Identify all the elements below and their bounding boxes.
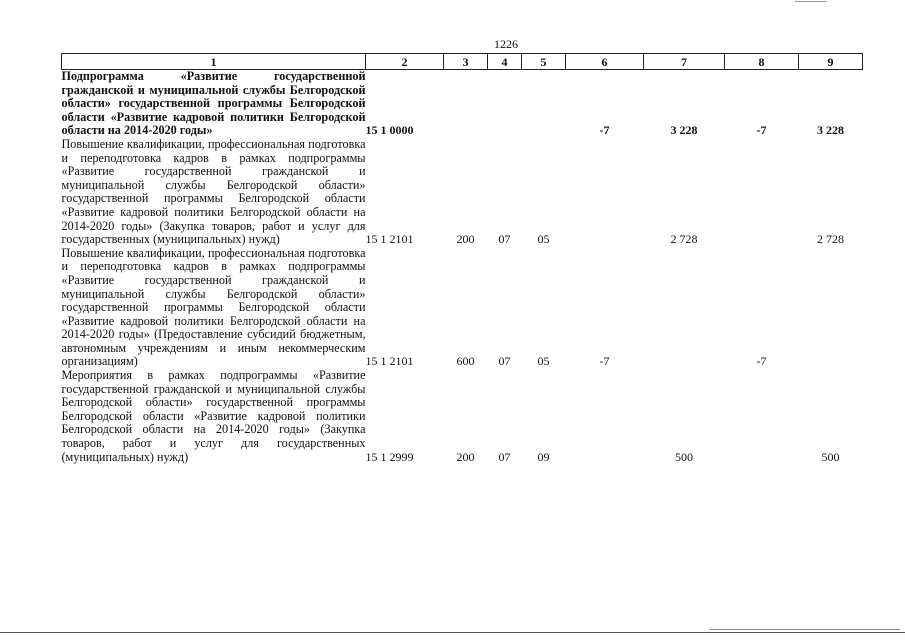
row-col-5: 05	[537, 232, 550, 247]
row-col-6: -7	[599, 123, 610, 138]
column-header-8: 8	[725, 54, 799, 70]
scan-mark-bottom	[710, 629, 900, 630]
row-col-4: 07	[498, 354, 511, 369]
scan-mark-top	[795, 1, 827, 2]
column-header-3: 3	[444, 54, 488, 70]
column-header-2: 2	[366, 54, 444, 70]
row-col-4: 07	[498, 232, 511, 247]
row-col-6	[566, 138, 644, 247]
row-name: Повышение квалификации, профессиональная подготовка и переподготовка кадров в рамках подпрограммы «Развитие государственной гражданской и муниципальной службы Белгородской области» государственной программы Белгородской области «Развитие кадровой политики Белгородской области на 2014-2020 годы» (Предоставление субсидий бюджетным, автономным учреждениям и иным некоммерческим организациям)	[61, 245, 366, 369]
row-col-3	[444, 70, 488, 138]
row-name: Мероприятия в рамках подпрограммы «Развитие государственной гражданской и муниципальной службы Белгородской области» государственной программы Белгородской области «Развитие кадровой политики Белгородской области на 2014-2020 годы» (Закупка товаров, работ и услуг для государственных (муниципальных) нужд)	[61, 368, 366, 464]
page-bottom-edge	[0, 632, 905, 633]
row-col-7	[644, 247, 725, 369]
budget-table	[61, 53, 863, 464]
row-col-6	[566, 369, 644, 464]
column-header-5: 5	[522, 54, 566, 70]
row-col-3: 200	[456, 232, 475, 247]
column-header-4: 4	[488, 54, 522, 70]
row-col-8	[725, 138, 799, 247]
row-col-7: 3 228	[670, 123, 698, 138]
row-col-7: 500	[675, 449, 693, 464]
row-col-5	[522, 70, 566, 138]
row-name: Подпрограмма «Развитие государственной гражданской и муниципальной службы Белгородской области» государственной программы Белгородской области «Развитие кадровой политики Белгородской области на 2014-2020 годы»	[61, 69, 366, 138]
column-header-6: 6	[566, 54, 644, 70]
row-col-9: 3 228	[817, 123, 844, 138]
row-code: 15 1 2101	[365, 232, 414, 247]
row-col-3: 600	[456, 354, 475, 369]
row-code: 15 1 2101	[365, 354, 414, 369]
row-col-9	[799, 247, 863, 369]
row-col-7: 2 728	[670, 232, 698, 247]
row-code: 15 1 2999	[365, 449, 414, 464]
page-number: 1226	[494, 37, 518, 51]
table-row	[62, 369, 863, 464]
row-name: Повышение квалификации, профессиональная подготовка и переподготовка кадров в рамках подпрограммы «Развитие государственной гражданской и муниципальной службы Белгородской области» государственной программы Белгородской области «Развитие кадровой политики Белгородской области на 2014-2020 годы» (Закупка товаров, работ и услуг для государственных (муниципальных) нужд)	[61, 136, 366, 247]
row-col-4: 07	[498, 449, 511, 464]
row-col-8: -7	[756, 123, 767, 138]
table-row	[62, 70, 863, 138]
table-header-row	[62, 54, 863, 70]
row-col-4	[488, 70, 522, 138]
row-col-5: 05	[537, 354, 550, 369]
row-col-5: 09	[537, 449, 550, 464]
row-col-3: 200	[456, 449, 475, 464]
column-header-9: 9	[799, 54, 863, 70]
table-row	[62, 247, 863, 369]
column-header-7: 7	[644, 54, 725, 70]
column-header-1: 1	[62, 54, 366, 70]
row-col-6: -7	[599, 354, 610, 369]
row-code: 15 1 0000	[365, 123, 414, 138]
row-col-8	[725, 369, 799, 464]
row-col-8: -7	[756, 354, 767, 369]
row-col-9: 2 728	[817, 232, 844, 247]
table-row	[62, 138, 863, 247]
row-col-9: 500	[821, 449, 840, 464]
